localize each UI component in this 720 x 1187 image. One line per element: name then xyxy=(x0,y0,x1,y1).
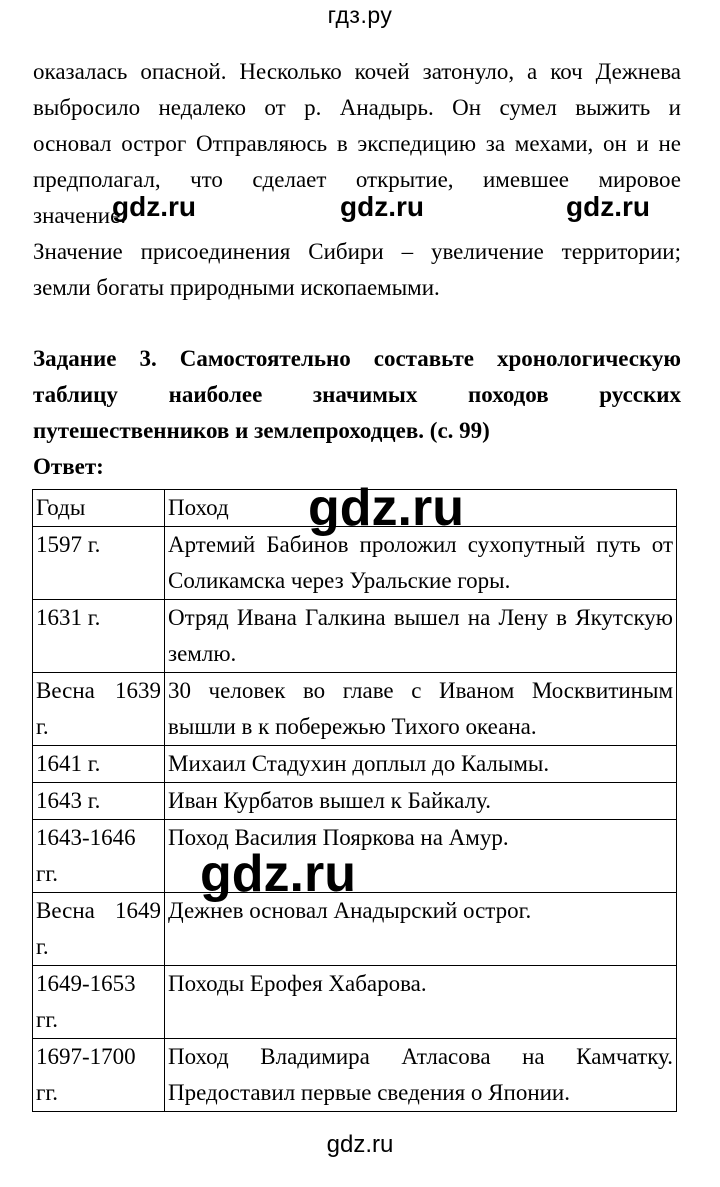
year-cell: 1643 г. xyxy=(33,783,165,820)
paragraph-line: выбросило недалеко от р. Анадырь. Он сумел выжить и xyxy=(33,95,681,120)
paragraph-line: оказалась опасной. Несколько кочей затонуло, а коч Дежнева xyxy=(33,59,681,84)
table-row xyxy=(33,966,677,1039)
task-heading-line: таблицу наиболее значимых походов русских xyxy=(33,382,681,407)
event-cell: Поход Владимира Атласова на Камчатку. Предоставил первые сведения о Японии. xyxy=(165,1039,677,1112)
chronology-table xyxy=(32,489,677,1112)
table-row xyxy=(33,600,677,673)
event-cell: 30 человек во главе с Иваном Москвитиным вышли в к побережью Тихого океана. xyxy=(165,673,677,746)
event-cell: Походы Ерофея Хабарова. xyxy=(165,966,677,1039)
year-cell: 1697-1700 гг. xyxy=(33,1039,165,1112)
year-cell: 1641 г. xyxy=(33,746,165,783)
table-row xyxy=(33,783,677,820)
event-cell: Поход Василия Пояркова на Амур. xyxy=(165,820,677,893)
paragraph-line: основал острог Отправляюсь в экспедицию за мехами, он и не xyxy=(33,131,681,156)
paragraph-line: земли богаты природными ископаемыми. xyxy=(33,275,440,300)
paragraph-line: предполагал, что сделает открытие, имевшее мировое xyxy=(33,167,681,192)
watermark: gdz.ru xyxy=(340,191,424,222)
event-cell: Отряд Ивана Галкина вышел на Лену в Якутскую землю. xyxy=(165,600,677,673)
column-header-years: Годы xyxy=(33,490,165,527)
paragraph-line: значение. xyxy=(33,203,127,228)
task-heading-line: Задание 3. Самостоятельно составьте хронологическую xyxy=(33,346,681,371)
table-row xyxy=(33,673,677,746)
year-cell: Весна 1649 г. xyxy=(33,893,165,966)
table-row xyxy=(33,746,677,783)
site-footer: gdz.ru xyxy=(326,1131,394,1158)
event-cell: Дежнев основал Анадырский острог. xyxy=(165,893,677,966)
task-heading-line: путешественников и землепроходцев. (с. 99) xyxy=(33,418,490,443)
year-cell: 1631 г. xyxy=(33,600,165,673)
event-cell: Артемий Бабинов проложил сухопутный путь от Соликамска через Уральские горы. xyxy=(165,527,677,600)
event-cell: Михаил Стадухин доплыл до Калымы. xyxy=(165,746,677,783)
watermark: gdz.ru xyxy=(200,845,356,903)
table-row xyxy=(33,1039,677,1112)
year-cell: 1649-1653 гг. xyxy=(33,966,165,1039)
paragraph-line: Значение присоединения Сибири – увеличение территории; xyxy=(33,239,681,264)
year-cell: Весна 1639 г. xyxy=(33,673,165,746)
watermark: gdz.ru xyxy=(566,191,650,222)
table-row xyxy=(33,893,677,966)
event-cell: Иван Курбатов вышел к Байкалу. xyxy=(165,783,677,820)
watermark: gdz.ru xyxy=(308,479,464,537)
watermark: gdz.ru xyxy=(112,191,196,222)
column-header-campaign: Поход xyxy=(165,490,677,527)
site-header: гдз.ру xyxy=(327,2,393,28)
answer-label: Ответ: xyxy=(33,454,104,479)
table-row xyxy=(33,527,677,600)
year-cell: 1597 г. xyxy=(33,527,165,600)
year-cell: 1643-1646 гг. xyxy=(33,820,165,893)
